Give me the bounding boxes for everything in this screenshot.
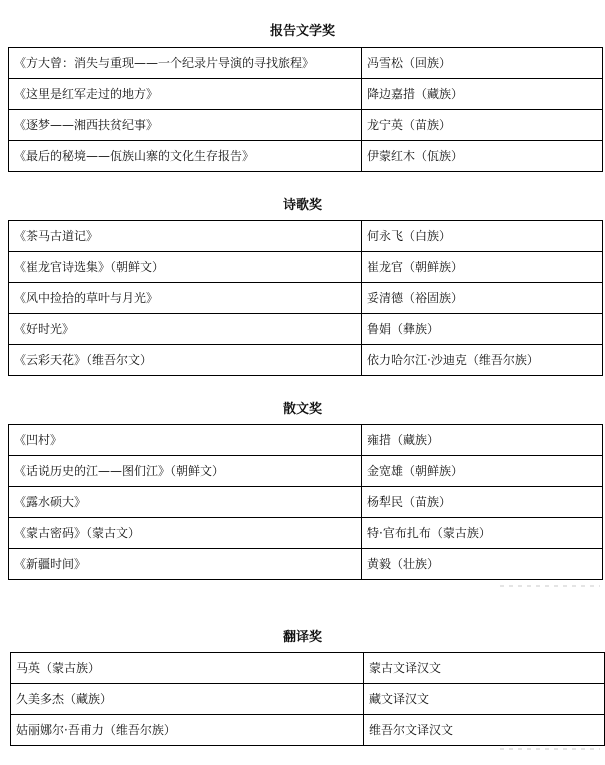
scan-artifact-line: [500, 585, 600, 587]
author-cell: 妥清德（裕固族）: [362, 283, 603, 314]
section-title-translation: 翻译奖: [282, 630, 322, 645]
work-title-cell: 《凹村》: [9, 425, 362, 456]
table-row: [9, 283, 603, 314]
table-row: [9, 345, 603, 376]
section-title-poetry: 诗歌奖: [282, 198, 322, 213]
translation-direction-cell: 藏文译汉文: [364, 684, 605, 715]
table-row: [9, 487, 603, 518]
author-cell: 龙宁英（苗族）: [362, 110, 603, 141]
author-cell: 金宽雄（朝鲜族）: [362, 456, 603, 487]
table-row: [9, 252, 603, 283]
table-row: [11, 653, 605, 684]
table-row: [9, 110, 603, 141]
section-title-prose: 散文奖: [282, 402, 322, 417]
table-row: [9, 425, 603, 456]
translation-direction-cell: 维吾尔文译汉文: [364, 715, 605, 746]
author-cell: 杨犁民（苗族）: [362, 487, 603, 518]
table-row: [9, 221, 603, 252]
work-title-cell: 《话说历史的江——图们江》（朝鲜文）: [9, 456, 362, 487]
author-cell: 伊蒙红木（佤族）: [362, 141, 603, 172]
translator-cell: 马英（蒙古族）: [11, 653, 364, 684]
author-cell: 鲁娟（彝族）: [362, 314, 603, 345]
work-title-cell: 《好时光》: [9, 314, 362, 345]
table-row: [9, 48, 603, 79]
work-title-cell: 《露水硕大》: [9, 487, 362, 518]
scan-artifact-line: [500, 748, 600, 750]
translator-cell: 姑丽娜尔·吾甫力（维吾尔族）: [11, 715, 364, 746]
author-cell: 依力哈尔江·沙迪克（维吾尔族）: [362, 345, 603, 376]
author-cell: 何永飞（白族）: [362, 221, 603, 252]
author-cell: 特·官布扎布（蒙古族）: [362, 518, 603, 549]
table-row: [9, 456, 603, 487]
translation-award-table: [10, 652, 605, 746]
poetry-award-table: [8, 220, 603, 376]
work-title-cell: 《蒙古密码》（蒙古文）: [9, 518, 362, 549]
work-title-cell: 《新疆时间》: [9, 549, 362, 580]
table-row: [11, 715, 605, 746]
work-title-cell: 《最后的秘境——佤族山寨的文化生存报告》: [9, 141, 362, 172]
translator-cell: 久美多杰（藏族）: [11, 684, 364, 715]
author-cell: 雍措（藏族）: [362, 425, 603, 456]
work-title-cell: 《风中捡拾的草叶与月光》: [9, 283, 362, 314]
author-cell: 黄毅（壮族）: [362, 549, 603, 580]
section-title-reportage: 报告文学奖: [269, 24, 335, 39]
work-title-cell: 《逐梦——湘西扶贫纪事》: [9, 110, 362, 141]
table-row: [9, 314, 603, 345]
table-row: [9, 79, 603, 110]
author-cell: 崔龙官（朝鲜族）: [362, 252, 603, 283]
author-cell: 冯雪松（回族）: [362, 48, 603, 79]
author-cell: 降边嘉措（藏族）: [362, 79, 603, 110]
table-row: [9, 549, 603, 580]
work-title-cell: 《崔龙官诗选集》（朝鲜文）: [9, 252, 362, 283]
table-row: [11, 684, 605, 715]
reportage-award-table: [8, 47, 603, 172]
prose-award-table: [8, 424, 603, 580]
table-row: [9, 518, 603, 549]
table-row: [9, 141, 603, 172]
work-title-cell: 《云彩天花》（维吾尔文）: [9, 345, 362, 376]
work-title-cell: 《这里是红军走过的地方》: [9, 79, 362, 110]
work-title-cell: 《方大曾：消失与重现——一个纪录片导演的寻找旅程》: [9, 48, 362, 79]
translation-direction-cell: 蒙古文译汉文: [364, 653, 605, 684]
work-title-cell: 《茶马古道记》: [9, 221, 362, 252]
